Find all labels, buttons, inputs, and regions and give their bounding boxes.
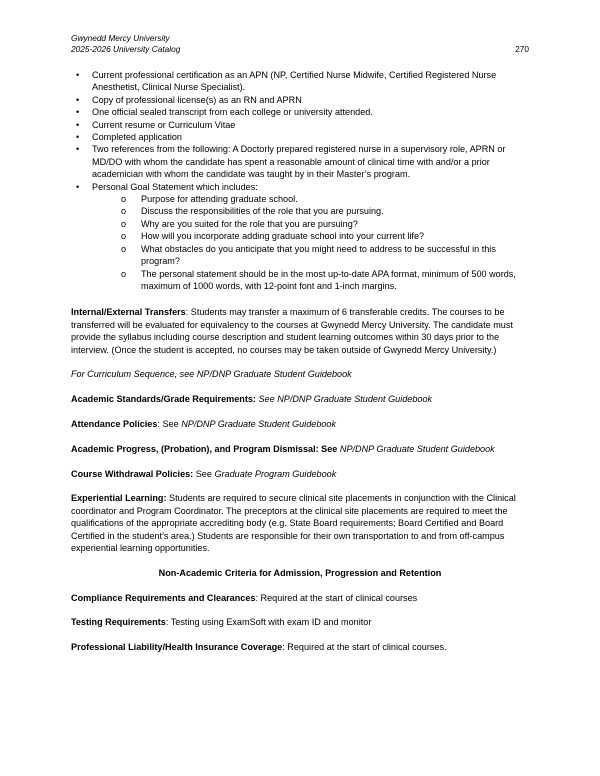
transfers-paragraph: Internal/External Transfers: Students may transfer a maximum of 6 transferable credits. The courses to be transferred will be evaluated for equivalency to the courses at Gwynedd Mercy University. The candidate must provide the syllabus including course description and student learning outcomes within 30 days prior to the interview. (Once the student is accepted, no courses may be taken outside of Gwynedd Mercy University.): [71, 307, 513, 355]
list-item: • Personal Goal Statement which includes: o Purpose for attending graduate school. o Discuss the responsibilities of the role that you are pursuing. o Why are you suited for the role that you are pursuing? o How will you incorporate adding graduate school into your current life? o What obstacles do you anticipate that you might need to address to be successful in this program? o The personal statement should be in the most up-to-date APA format, minimum of 500 words, maximum of 1000 words, with 12-point font and 1-inch margins.: [71, 181, 529, 293]
academic-standards-paragraph: Academic Standards/Grade Requirements: See NP/DNP Graduate Student Guidebook: [71, 394, 433, 405]
curriculum-note: For Curriculum Sequence, see NP/DNP Graduate Student Guidebook: [71, 369, 352, 380]
page-content: [71, 69, 529, 654]
circle-bullet-icon: o: [121, 231, 127, 242]
sub-list-item: o What obstacles do you anticipate that you might need to address to be successful in this program?: [121, 243, 496, 267]
header-university: Gwynedd Mercy University: [71, 33, 170, 43]
list-item: • One official sealed transcript from each college or university attended.: [76, 107, 373, 118]
list-item: • Current resume or Curriculum Vitae: [76, 119, 236, 130]
bullet-icon: •: [76, 107, 80, 118]
bullet-icon: •: [76, 181, 80, 192]
compliance-paragraph: Compliance Requirements and Clearances: Required at the start of clinical courses: [71, 592, 418, 603]
withdrawal-paragraph: Course Withdrawal Policies: See Graduate Program Guidebook: [71, 468, 337, 479]
liability-paragraph: Professional Liability/Health Insurance Coverage: Required at the start of clinical courses.: [71, 642, 447, 653]
attendance-paragraph: Attendance Policies: See NP/DNP Graduate Student Guidebook: [71, 418, 337, 429]
list-item: • Two references from the following: A Doctorly prepared registered nurse in a supervisory role, APRN or MD/DO with whom the candidate has spent a reasonable amount of clinical time with and/or a prior academician with whom the candidate was taught by in their Master’s program.: [76, 144, 506, 180]
sub-list-item: o Discuss the responsibilities of the role that you are pursuing.: [121, 206, 384, 217]
circle-bullet-icon: o: [121, 194, 127, 205]
bullet-icon: •: [76, 70, 80, 80]
circle-bullet-icon: o: [121, 206, 127, 217]
bullet-icon: •: [76, 94, 80, 105]
bullet-icon: •: [76, 119, 80, 130]
header-catalog: 2025-2026 University Catalog: [71, 44, 181, 54]
page-number: 270: [515, 44, 529, 54]
transfers-label: Internal/External Transfers: [71, 307, 186, 318]
bullet-icon: •: [76, 144, 80, 155]
experiential-learning-paragraph: Experiential Learning: Students are required to secure clinical site placements in conjunction with the Clinical coordinator and Program Coordinator. The preceptors at the clinical site placements are required to meet the qualifications of the appropriate accrediting body (e.g. State Board requirements; Board Certified and Board Certified in the student’s area.) Students are responsible for their own transportation to and from off-campus experiential learning opportunities.: [71, 493, 516, 553]
non-academic-heading: Non-Academic Criteria for Admission, Progression and Retention: [158, 567, 442, 578]
sub-list-item: o Purpose for attending graduate school.: [121, 194, 298, 205]
academic-progress-paragraph: Academic Progress, (Probation), and Program Dismissal: See NP/DNP Graduate Student Guidebook: [71, 443, 495, 454]
list-item: • Current professional certification as an APN (NP, Certified Nurse Midwife, Certified Registered Nurse Anesthetist, Clinical Nurse Specialist).: [76, 70, 497, 93]
requirements-list: [71, 69, 529, 292]
bullet-icon: •: [76, 132, 80, 143]
circle-bullet-icon: o: [121, 218, 127, 229]
testing-paragraph: Testing Requirements: Testing using ExamSoft with exam ID and monitor: [71, 617, 372, 628]
circle-bullet-icon: o: [121, 268, 127, 279]
sub-list-item: o The personal statement should be in the most up-to-date APA format, minimum of 500 words, maximum of 1000 words, with 12-point font and 1-inch margins.: [121, 268, 516, 291]
list-item: • Completed application: [76, 132, 182, 143]
sub-list-item: o How will you incorporate adding graduate school into your current life?: [121, 231, 425, 242]
sub-list-item: o Why are you suited for the role that you are pursuing?: [121, 218, 358, 229]
circle-bullet-icon: o: [121, 243, 127, 254]
list-item: • Copy of professional license(s) as an RN and APRN: [76, 94, 302, 105]
goal-statement-sublist: [92, 193, 529, 292]
page-header: [71, 33, 529, 55]
